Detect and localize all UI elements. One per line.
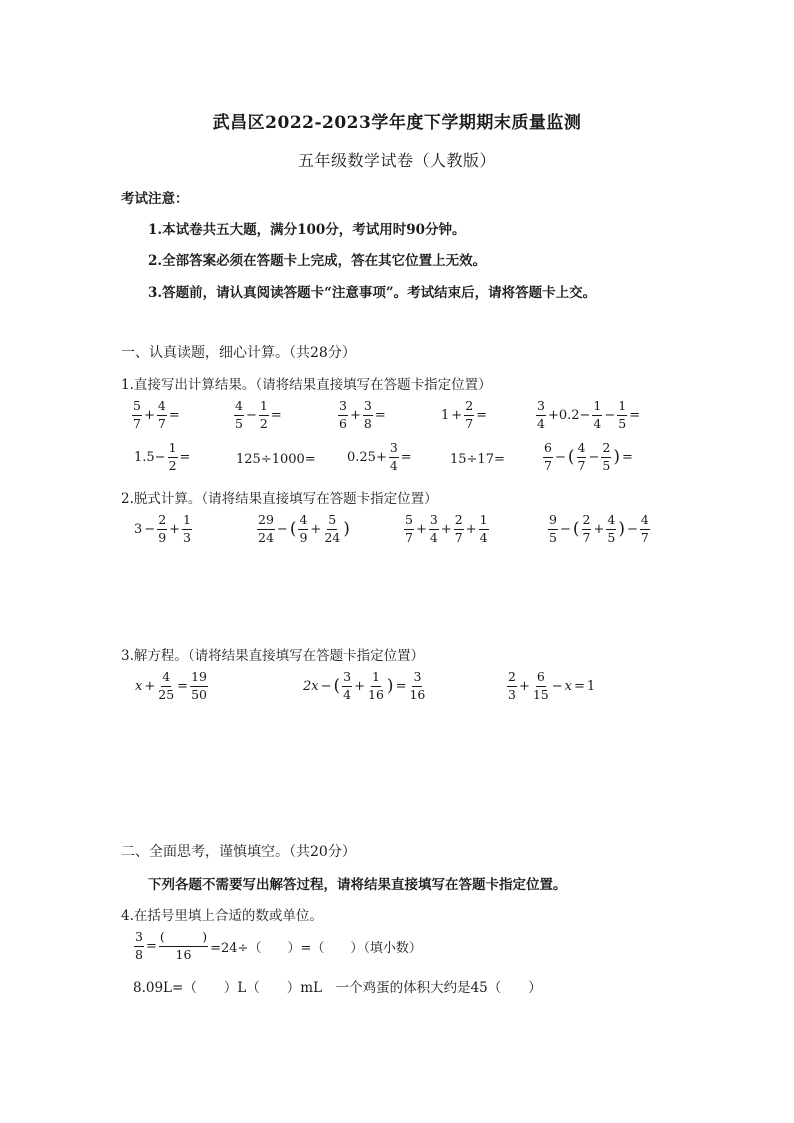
calc-3d: $\frac{9}{5}$ − ( $\frac{2}{7}$ + $\frac{4}{5}$ ) − $\frac{4}{7}$ (549, 512, 649, 545)
calc-2e: $\frac{6}{7}$ − ( $\frac{4}{7}$ − $\frac{2}{5}$ ) = (544, 440, 633, 473)
calc-1a: $\frac{5}{7}$ + $\frac{4}{7}$ = (133, 398, 180, 431)
equation-c: $\frac{2}{3}$ + $\frac{6}{15}$ − x = 1 (508, 669, 596, 702)
section2-instruction: 下列各题不需要写出解答过程，请将结果直接填写在答题卡指定位置。 (148, 877, 567, 893)
calc-1d: 1 + $\frac{2}{7}$ = (441, 398, 488, 431)
calc-1c: $\frac{3}{6}$ + $\frac{3}{8}$ = (339, 398, 386, 431)
calc-1e: $\frac{3}{4}$ +0.2− $\frac{1}{4}$ − $\frac{1}{5}$ = (537, 398, 641, 431)
calc-3b: $\frac{29}{24}$ − ( $\frac{4}{9}$ + $\frac{5}{24}$ ) (258, 512, 350, 545)
notice-item-2: 2.全部答案必须在答题卡上完成，答在其它位置上无效。 (148, 253, 487, 269)
calc-2a: 1.5− $\frac{1}{2}$ = (134, 440, 191, 473)
calc-3a: 3 − $\frac{2}{9}$ + $\frac{1}{3}$ (134, 512, 191, 545)
notice-item-3: 3.答题前，请认真阅读答题卡“注意事项”。考试结束后，请将答题卡上交。 (148, 285, 597, 301)
question-3-label: 3.解方程。（请将结果直接填写在答题卡指定位置） (121, 648, 425, 664)
question-2-label: 2.脱式计算。（请将结果直接填写在答题卡指定位置） (121, 491, 438, 507)
page-title: 武昌区2022-2023学年度下学期期末质量监测 (212, 113, 582, 133)
equation-a: x + $\frac{4}{25}$ = $\frac{19}{50}$ (135, 669, 207, 702)
notice-item-1: 1.本试卷共五大题，满分100分，考试用时90分钟。 (148, 222, 466, 238)
fill-line-1: $\frac{3}{8}$ = $\frac{( )}{16}$ =24÷（ ）=（ ）（填小数） (135, 929, 422, 962)
calc-3c: $\frac{5}{7}$ + $\frac{3}{4}$ + $\frac{2}{7}$ + $\frac{1}{4}$ (405, 512, 488, 545)
fill-line-2: 8.09L=（ ）L（ ）mL 一个鸡蛋的体积大约是45（ ） (133, 980, 542, 996)
notice-heading: 考试注意： (121, 191, 189, 207)
equation-b: 2x − ( $\frac{3}{4}$ + $\frac{1}{16}$ ) = $\frac{3}{16}$ (303, 669, 426, 702)
section1-heading: 一、认真读题，细心计算。（共28分） (121, 345, 356, 361)
page-subtitle: 五年级数学试卷（人教版） (297, 151, 496, 170)
question-4-label: 4.在括号里填上合适的数或单位。 (121, 908, 323, 924)
section2-heading: 二、全面思考，谨慎填空。（共20分） (121, 844, 356, 860)
calc-2c: 0.25+ $\frac{3}{4}$ = (347, 440, 412, 473)
calc-2b: 125÷1000= (236, 452, 316, 467)
calc-2d: 15÷17= (450, 452, 505, 467)
question-1-label: 1.直接写出计算结果。（请将结果直接填写在答题卡指定位置） (121, 377, 492, 393)
calc-1b: $\frac{4}{5}$ − $\frac{1}{2}$ = (235, 398, 282, 431)
